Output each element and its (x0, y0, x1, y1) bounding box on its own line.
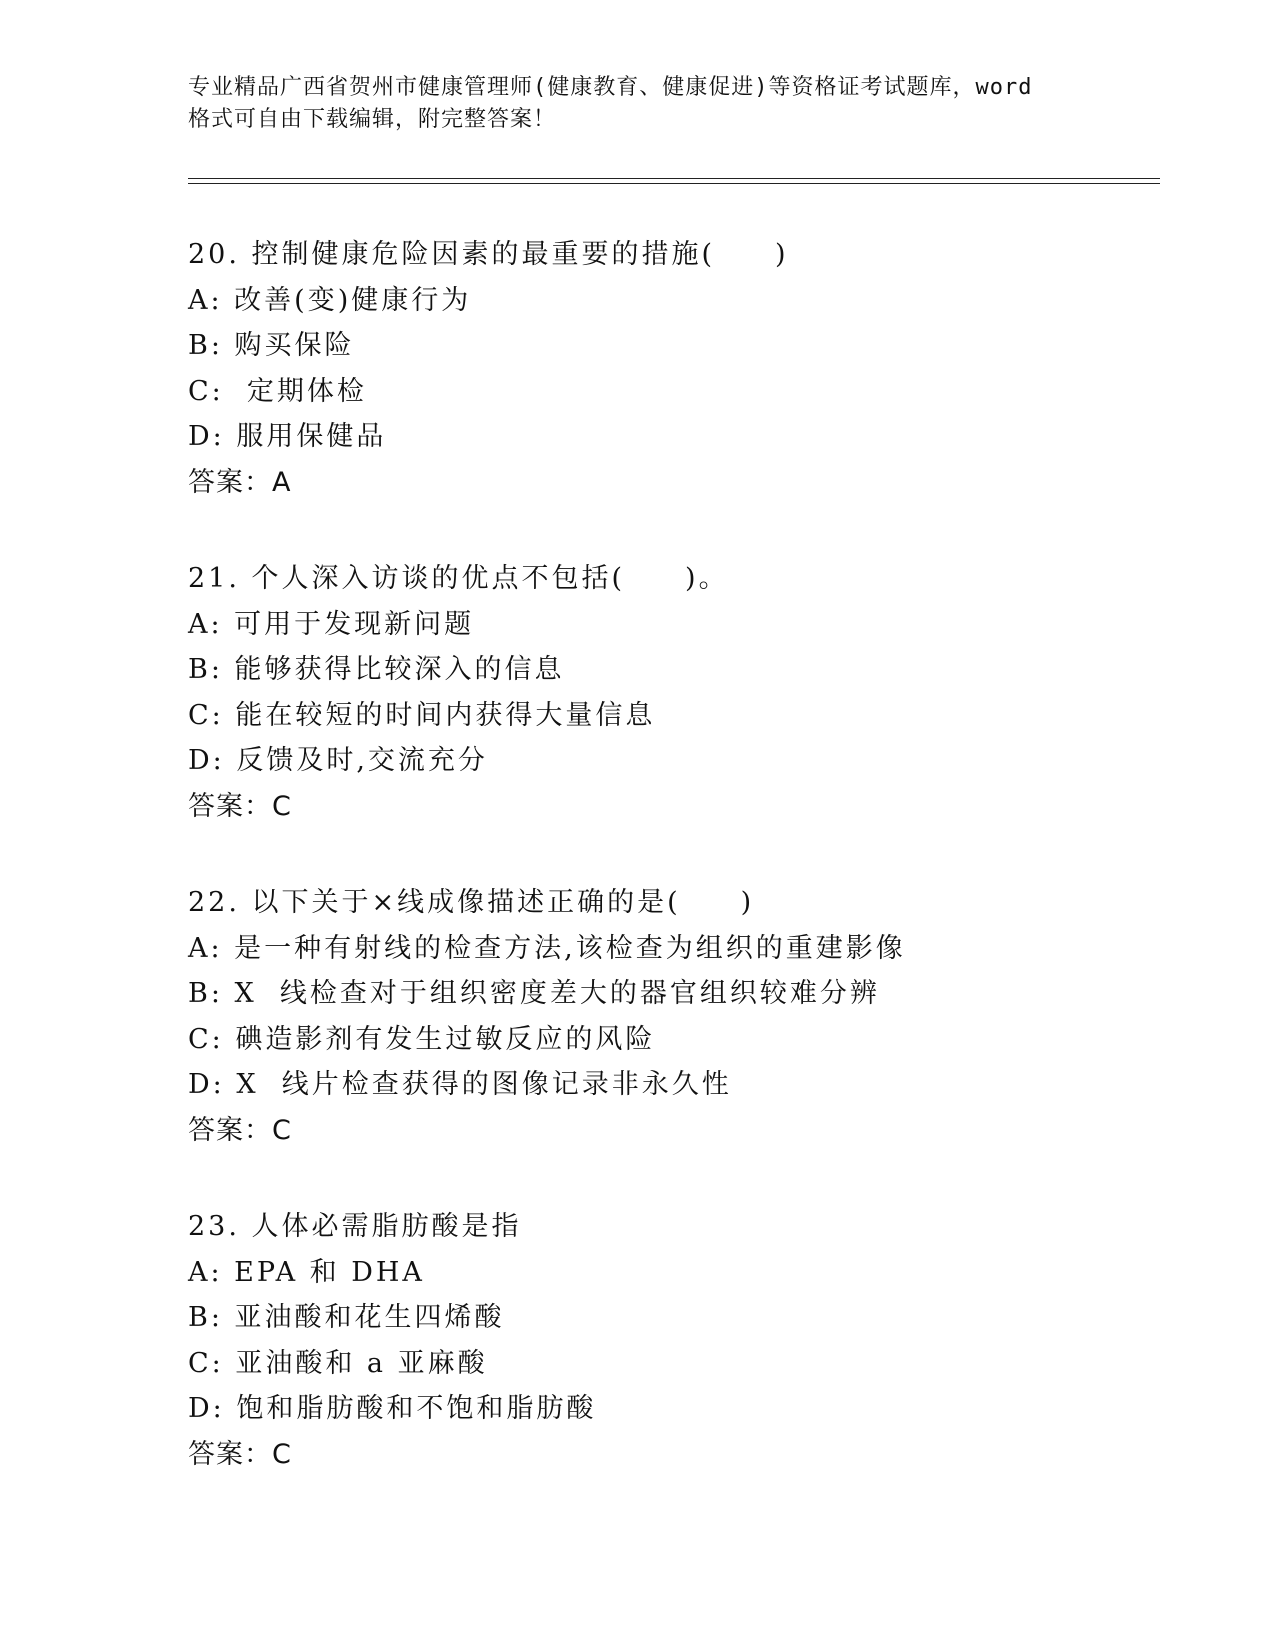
option-b: B: 能够获得比较深入的信息 (188, 654, 565, 685)
question-stem: 23. 人体必需脂肪酸是指 (188, 1211, 522, 1242)
answer-label: 答案：A (188, 466, 292, 498)
option-b: B: 购买保险 (188, 330, 355, 361)
option-a: A: 可用于发现新问题 (188, 608, 475, 640)
header-line-2: 格式可自由下载编辑，附完整答案！ (188, 107, 557, 132)
option-d: D: 服用保健品 (188, 421, 387, 452)
question-stem: 22. 以下关于×线成像描述正确的是( ) (188, 887, 755, 918)
option-d: D: X 线片检查获得的图像记录非永久性 (188, 1069, 732, 1100)
option-a: A: 改善(变)健康行为 (188, 284, 472, 316)
question-stem: 21. 个人深入访谈的优点不包括( )。 (188, 563, 729, 594)
option-d: D: 饱和脂肪酸和不饱和脂肪酸 (188, 1393, 597, 1424)
header-line-1: 专业精品广西省贺州市健康管理师(健康教育、健康促进)等资格证考试题库，word (188, 75, 1033, 100)
question-list (188, 232, 1188, 1528)
option-c: C: 能在较短的时间内获得大量信息 (188, 699, 656, 731)
header-divider-bottom (188, 183, 1160, 184)
question-22 (188, 880, 1188, 1153)
option-c: C: 亚油酸和 a 亚麻酸 (188, 1347, 488, 1379)
question-21 (188, 556, 1188, 829)
question-23 (188, 1204, 1188, 1477)
question-stem: 20. 控制健康危险因素的最重要的措施( ) (188, 239, 789, 270)
option-d: D: 反馈及时,交流充分 (188, 745, 488, 776)
option-a: A: EPA 和 DHA (188, 1256, 425, 1288)
option-c: C: 定期体检 (188, 375, 367, 407)
option-b: B: 亚油酸和花生四烯酸 (188, 1302, 505, 1333)
header-divider-top (188, 178, 1160, 179)
answer-label: 答案：C (188, 1438, 292, 1470)
option-a: A: 是一种有射线的检查方法,该检查为组织的重建影像 (188, 932, 906, 964)
answer-label: 答案：C (188, 790, 292, 822)
option-c: C: 碘造影剂有发生过敏反应的风险 (188, 1023, 656, 1055)
question-20 (188, 232, 1188, 505)
answer-label: 答案：C (188, 1114, 292, 1146)
document-header (188, 72, 1088, 136)
option-b: B: X 线检查对于组织密度差大的器官组织较难分辨 (188, 978, 880, 1009)
